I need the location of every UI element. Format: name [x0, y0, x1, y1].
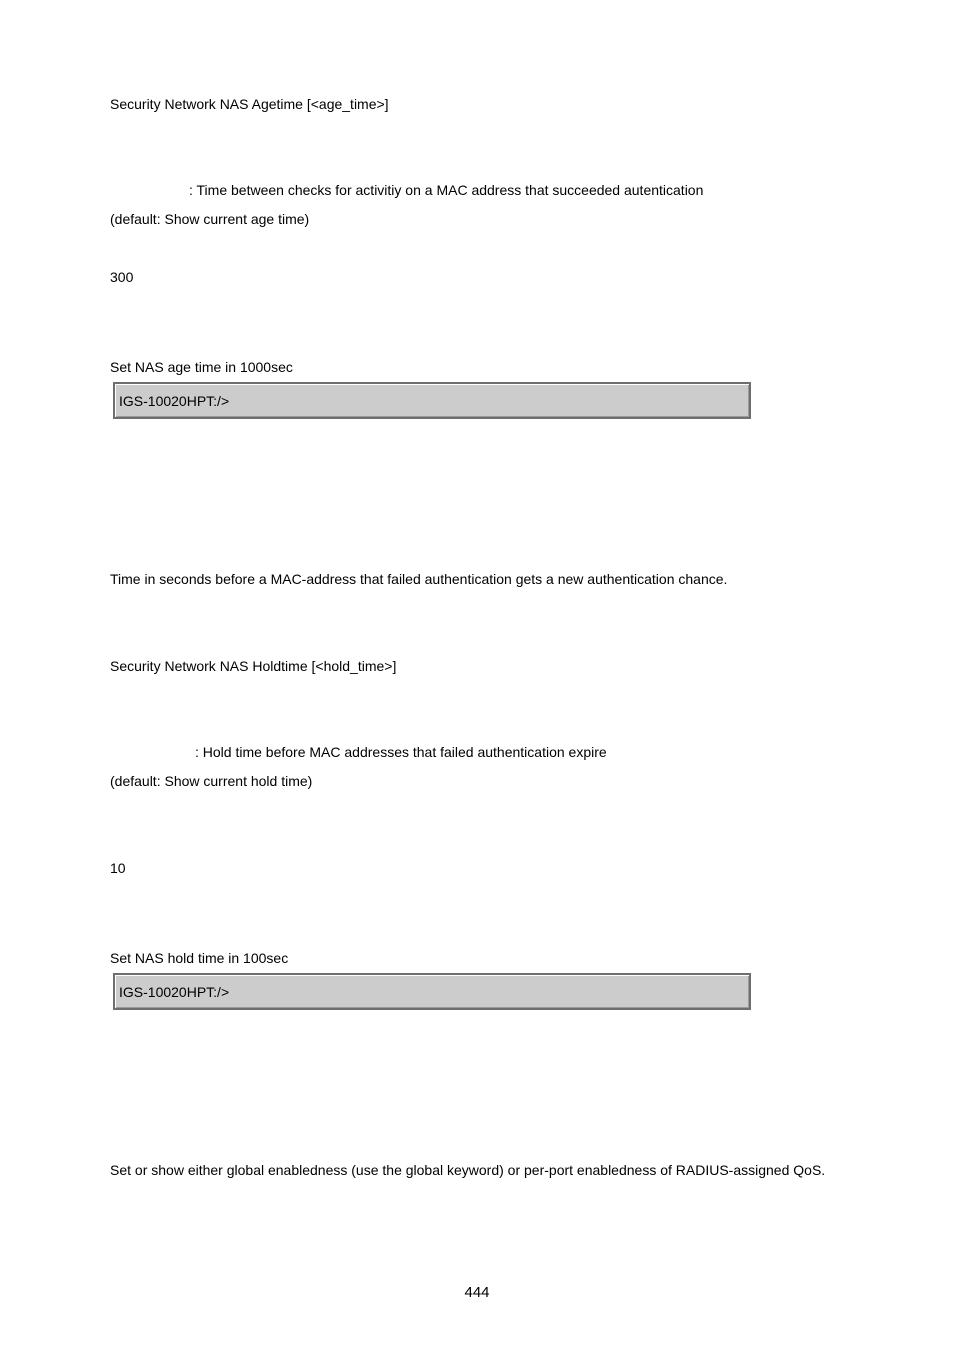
holdtime-param-desc: : Hold time before MAC addresses that failed authentication expire: [195, 744, 607, 760]
holdtime-default-value: 10: [110, 860, 126, 876]
holdtime-example-title: Set NAS hold time in 100sec: [110, 950, 289, 966]
agetime-example-title: Set NAS age time in 1000sec: [110, 359, 293, 375]
holdtime-prompt: IGS-10020HPT:/>: [119, 984, 230, 1000]
agetime-param-desc: : Time between checks for activitiy on a MAC address that succeeded autentication: [189, 182, 704, 198]
holdtime-command-box: [113, 973, 751, 1010]
agetime-syntax: Security Network NAS Agetime [<age_time>]: [110, 96, 389, 112]
agetime-prompt: IGS-10020HPT:/>: [119, 393, 230, 409]
radius-qos-description: Set or show either global enabledness (use the global keyword) or per-port enabledness of RADIUS-assigned QoS.: [110, 1162, 826, 1178]
holdtime-param-default: (default: Show current hold time): [110, 773, 313, 789]
agetime-default-value: 300: [110, 269, 134, 285]
agetime-param-default: (default: Show current age time): [110, 211, 310, 227]
holdtime-syntax: Security Network NAS Holdtime [<hold_time>]: [110, 658, 397, 674]
agetime-command-box: [113, 382, 751, 419]
holdtime-description: Time in seconds before a MAC-address that failed authentication gets a new authentication chance.: [110, 571, 728, 587]
page-number: 444: [464, 1284, 490, 1301]
